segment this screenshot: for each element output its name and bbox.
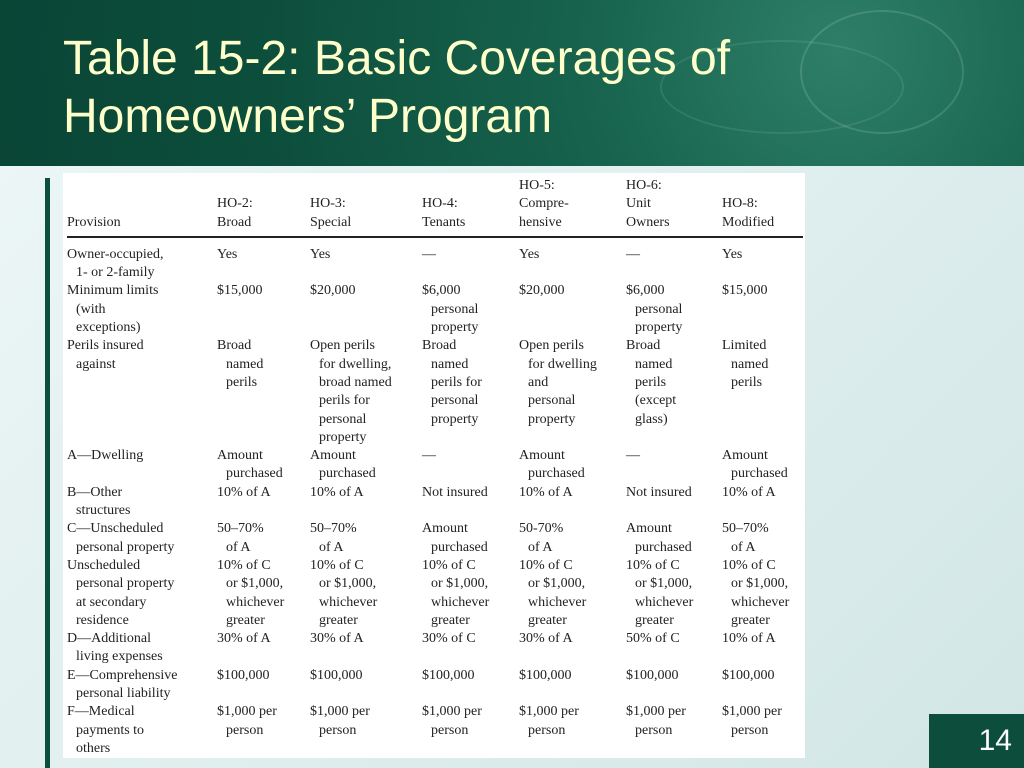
coverage-cell bbox=[217, 484, 310, 521]
cell-text: 10% of A bbox=[310, 484, 364, 500]
coverage-cell bbox=[722, 282, 803, 337]
coverage-cell bbox=[626, 630, 722, 667]
cell-text: 10% of A bbox=[217, 484, 271, 500]
cell-text: Amount purchased bbox=[217, 448, 283, 482]
coverage-cell bbox=[519, 484, 626, 521]
table-row bbox=[67, 703, 803, 758]
cell-text: 30% of A bbox=[310, 631, 364, 647]
cell-text: $100,000 bbox=[722, 667, 775, 683]
cell-text: Broad named perils bbox=[217, 338, 264, 390]
provision-cell bbox=[67, 520, 217, 557]
cell-text: Perils insured against bbox=[67, 338, 144, 372]
cell-text: $100,000 bbox=[310, 667, 363, 683]
coverage-cell bbox=[519, 667, 626, 704]
coverage-cell bbox=[217, 237, 310, 283]
cell-text: — bbox=[626, 448, 640, 464]
coverage-cell bbox=[519, 557, 626, 630]
coverage-cell bbox=[422, 484, 519, 521]
table-row bbox=[67, 282, 803, 337]
coverage-cell bbox=[217, 703, 310, 758]
table-row bbox=[67, 484, 803, 521]
coverage-cell bbox=[422, 447, 519, 484]
cell-text: Open perils for dwelling, broad named perils for personal property bbox=[310, 338, 392, 445]
cell-text: F—Medical payments to others bbox=[67, 704, 145, 756]
coverage-cell bbox=[217, 447, 310, 484]
cell-text: Amount purchased bbox=[722, 448, 788, 482]
coverage-cell bbox=[626, 447, 722, 484]
coverage-cell bbox=[422, 667, 519, 704]
cell-text: Not insured bbox=[422, 484, 488, 500]
table-header bbox=[67, 177, 803, 237]
provision-cell bbox=[67, 557, 217, 630]
cell-text: 10% of A bbox=[722, 484, 776, 500]
table-body bbox=[67, 237, 803, 758]
title-banner bbox=[0, 0, 1024, 166]
cell-text: B—Other structures bbox=[67, 484, 131, 519]
coverage-cell bbox=[422, 630, 519, 667]
coverage-cell bbox=[626, 557, 722, 630]
cell-text: C—Unscheduled personal property bbox=[67, 521, 175, 555]
cell-text: — bbox=[422, 246, 436, 262]
cell-text: $15,000 bbox=[217, 283, 263, 299]
cell-text: $1,000 per person bbox=[422, 704, 482, 738]
coverage-cell bbox=[422, 337, 519, 447]
coverage-cell bbox=[722, 237, 803, 283]
coverage-cell bbox=[310, 703, 422, 758]
coverage-cell bbox=[519, 703, 626, 758]
coverage-table bbox=[67, 177, 803, 758]
cell-text: 10% of C or $1,000, whichever greater bbox=[722, 557, 790, 628]
cell-text: 50-70% of A bbox=[519, 521, 564, 555]
provision-cell bbox=[67, 630, 217, 667]
column-header-label: HO-3: Special bbox=[310, 196, 352, 230]
cell-text: Broad named perils (except glass) bbox=[626, 338, 677, 427]
cell-text: $20,000 bbox=[310, 283, 356, 299]
coverage-cell bbox=[310, 447, 422, 484]
coverage-cell bbox=[722, 520, 803, 557]
cell-text: $1,000 per person bbox=[626, 704, 686, 738]
coverage-cell bbox=[626, 520, 722, 557]
coverage-cell bbox=[217, 282, 310, 337]
cell-text: E—Comprehensive personal liability bbox=[67, 667, 178, 702]
coverage-cell bbox=[310, 282, 422, 337]
column-header-2 bbox=[310, 177, 422, 237]
cell-text: Open perils for dwelling and personal property bbox=[519, 338, 597, 427]
page-number-box bbox=[929, 714, 1024, 768]
cell-text: $15,000 bbox=[722, 283, 768, 299]
cell-text: 30% of A bbox=[217, 631, 271, 647]
slide-title: Table 15-2: Basic Coverages of Homeowners’ Program bbox=[63, 32, 731, 143]
coverage-cell bbox=[722, 484, 803, 521]
cell-text: 50–70% of A bbox=[217, 521, 264, 555]
header-row bbox=[67, 177, 803, 237]
column-header-label: HO-2: Broad bbox=[217, 196, 253, 230]
cell-text: Minimum limits (with exceptions) bbox=[67, 283, 159, 336]
column-header-3 bbox=[422, 177, 519, 237]
page-number: 14 bbox=[978, 724, 1012, 757]
column-header-label: HO-8: Modified bbox=[722, 196, 775, 230]
coverage-cell bbox=[422, 520, 519, 557]
coverage-cell bbox=[519, 447, 626, 484]
cell-text: 10% of C or $1,000, whichever greater bbox=[310, 557, 378, 628]
cell-text: 10% of C or $1,000, whichever greater bbox=[626, 557, 694, 628]
cell-text: $1,000 per person bbox=[310, 704, 370, 738]
provision-cell bbox=[67, 337, 217, 447]
coverage-cell bbox=[722, 703, 803, 758]
table-row bbox=[67, 630, 803, 667]
provision-cell bbox=[67, 667, 217, 704]
cell-text: 30% of A bbox=[519, 631, 573, 647]
coverage-cell bbox=[722, 337, 803, 447]
coverage-cell bbox=[519, 337, 626, 447]
cell-text: Yes bbox=[722, 246, 743, 262]
provision-cell bbox=[67, 282, 217, 337]
cell-text: 30% of C bbox=[422, 631, 476, 647]
coverage-cell bbox=[310, 337, 422, 447]
cell-text: D—Additional living expenses bbox=[67, 631, 163, 665]
cell-text: $20,000 bbox=[519, 283, 565, 299]
coverage-cell bbox=[626, 282, 722, 337]
cell-text: Amount purchased bbox=[626, 521, 692, 555]
cell-text: Yes bbox=[217, 246, 238, 262]
cell-text: $100,000 bbox=[626, 667, 679, 683]
coverage-cell bbox=[519, 630, 626, 667]
column-header-provision bbox=[67, 177, 217, 237]
column-header-1 bbox=[217, 177, 310, 237]
table-row bbox=[67, 447, 803, 484]
cell-text: Unscheduled personal property at secondary residence bbox=[67, 557, 175, 628]
table-row bbox=[67, 667, 803, 704]
provision-cell bbox=[67, 484, 217, 521]
cell-text: Limited named perils bbox=[722, 338, 769, 390]
coverage-cell bbox=[310, 520, 422, 557]
cell-text: 10% of C or $1,000, whichever greater bbox=[422, 557, 490, 628]
cell-text: Amount purchased bbox=[310, 448, 376, 482]
cell-text: $100,000 bbox=[519, 667, 572, 683]
cell-text: 50–70% of A bbox=[310, 521, 357, 555]
cell-text: 50% of C bbox=[626, 631, 680, 647]
cell-text: Amount purchased bbox=[422, 521, 488, 555]
cell-text: $1,000 per person bbox=[722, 704, 782, 738]
cell-text: — bbox=[422, 448, 436, 464]
coverage-table-panel bbox=[63, 173, 805, 758]
coverage-cell bbox=[217, 337, 310, 447]
table-row bbox=[67, 520, 803, 557]
coverage-cell bbox=[310, 667, 422, 704]
coverage-cell bbox=[626, 703, 722, 758]
provision-cell bbox=[67, 703, 217, 758]
coverage-cell bbox=[310, 484, 422, 521]
column-header-5 bbox=[626, 177, 722, 237]
coverage-cell bbox=[310, 630, 422, 667]
cell-text: Owner-occupied, 1- or 2-family bbox=[67, 246, 164, 281]
coverage-cell bbox=[626, 337, 722, 447]
coverage-cell bbox=[722, 667, 803, 704]
cell-text: Amount purchased bbox=[519, 448, 585, 482]
coverage-cell bbox=[519, 237, 626, 283]
column-header-label: HO-5: Compre- hensive bbox=[519, 178, 569, 230]
coverage-cell bbox=[626, 484, 722, 521]
table-row bbox=[67, 237, 803, 283]
coverage-cell bbox=[722, 630, 803, 667]
cell-text: Yes bbox=[310, 246, 331, 262]
cell-text: A—Dwelling bbox=[67, 448, 144, 464]
column-header-label: Provision bbox=[67, 214, 121, 230]
cell-text: $100,000 bbox=[217, 667, 270, 683]
coverage-cell bbox=[422, 237, 519, 283]
coverage-cell bbox=[422, 282, 519, 337]
cell-text: $6,000 personal property bbox=[626, 283, 683, 336]
column-header-4 bbox=[519, 177, 626, 237]
coverage-cell bbox=[217, 630, 310, 667]
coverage-cell bbox=[722, 557, 803, 630]
coverage-cell bbox=[310, 237, 422, 283]
cell-text: $100,000 bbox=[422, 667, 475, 683]
cell-text: 10% of C or $1,000, whichever greater bbox=[519, 557, 587, 628]
coverage-cell bbox=[422, 557, 519, 630]
coverage-cell bbox=[519, 282, 626, 337]
coverage-cell bbox=[217, 667, 310, 704]
cell-text: 50–70% of A bbox=[722, 521, 769, 555]
cell-text: Not insured bbox=[626, 484, 692, 500]
coverage-cell bbox=[626, 237, 722, 283]
provision-cell bbox=[67, 447, 217, 484]
coverage-cell bbox=[626, 667, 722, 704]
coverage-cell bbox=[722, 447, 803, 484]
cell-text: 10% of A bbox=[519, 484, 573, 500]
column-header-label: HO-4: Tenants bbox=[422, 196, 466, 230]
column-header-6 bbox=[722, 177, 803, 237]
cell-text: 10% of C or $1,000, whichever greater bbox=[217, 557, 285, 628]
provision-cell bbox=[67, 237, 217, 283]
cell-text: $1,000 per person bbox=[217, 704, 277, 738]
cell-text: Broad named perils for personal property bbox=[422, 338, 482, 427]
cell-text: $1,000 per person bbox=[519, 704, 579, 738]
coverage-cell bbox=[519, 520, 626, 557]
table-row bbox=[67, 557, 803, 630]
coverage-cell bbox=[217, 520, 310, 557]
coverage-cell bbox=[217, 557, 310, 630]
cell-text: Yes bbox=[519, 246, 540, 262]
cell-text: 10% of A bbox=[722, 631, 776, 647]
cell-text: $6,000 personal property bbox=[422, 283, 479, 336]
column-header-label: HO-6: Unit Owners bbox=[626, 178, 670, 230]
coverage-cell bbox=[422, 703, 519, 758]
accent-bar bbox=[45, 178, 50, 768]
table-row bbox=[67, 337, 803, 447]
cell-text: — bbox=[626, 246, 640, 262]
coverage-cell bbox=[310, 557, 422, 630]
